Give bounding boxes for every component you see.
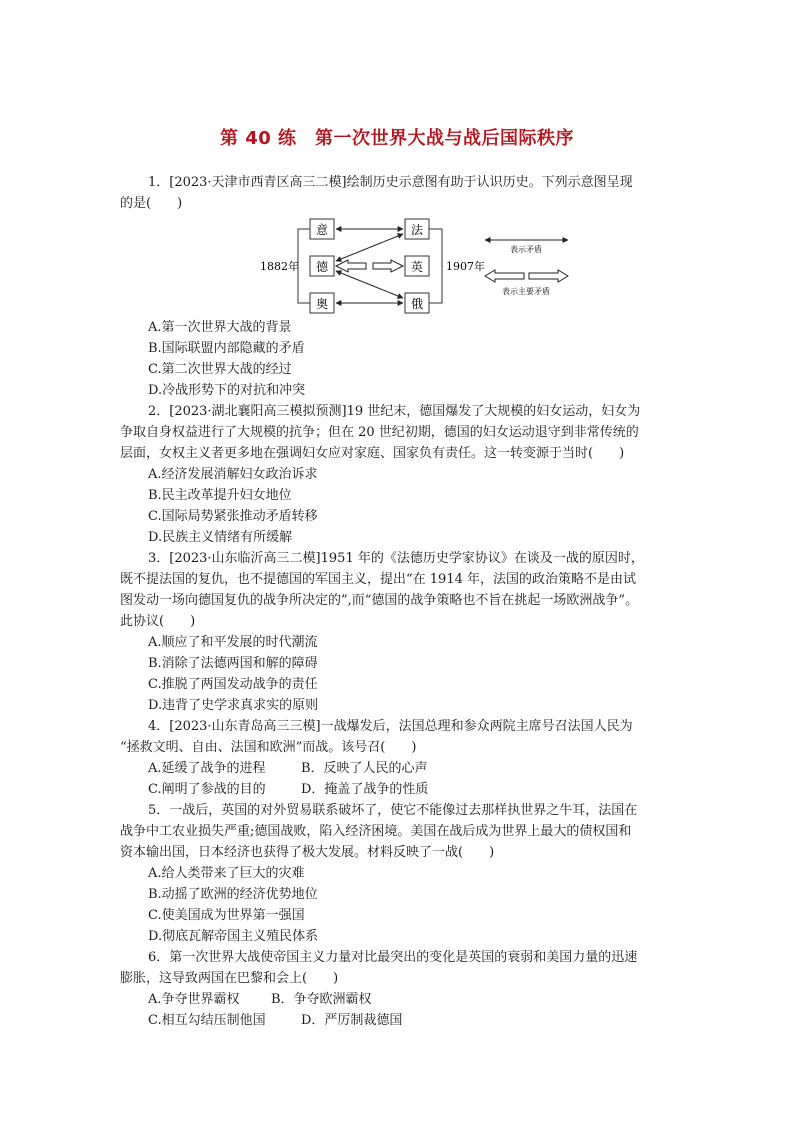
arrow-germany-france xyxy=(336,234,403,261)
q5-option-d[interactable]: D.彻底瓦解帝国主义殖民体系 xyxy=(148,929,319,944)
q3-stem-line4: 此协议( ) xyxy=(120,614,196,629)
q4-option-c[interactable]: C.阐明了参战的目的 xyxy=(148,782,266,797)
q4-option-d[interactable]: D．掩盖了战争的性质 xyxy=(301,782,429,797)
node-austria-label: 奥 xyxy=(315,297,329,311)
q5-option-a[interactable]: A.给人类带来了巨大的灾难 xyxy=(148,866,305,881)
node-britain-label: 英 xyxy=(410,260,424,274)
q4-stem-line1: 4．[2023·山东青岛高三三模]一战爆发后，法国总理和参众两院主席号召法国人民为 xyxy=(148,719,633,734)
q2-stem-line3: 层面，女权主义者更多地在强调妇女应对家庭、国家负有责任。这一转变源于当时( ) xyxy=(120,446,625,461)
q5-stem-line1: 5．一战后，英国的对外贸易联系破坏了，使它不能像过去那样执世界之牛耳，法国在 xyxy=(148,803,638,818)
node-germany-label: 德 xyxy=(315,260,329,274)
q3-option-d[interactable]: D.违背了史学求真求实的原则 xyxy=(148,698,319,713)
q1-option-d[interactable]: D.冷战形势下的对抗和冲突 xyxy=(148,383,306,398)
q2-stem-line2: 争取自身权益进行了大规模的抗争；但在 20 世纪初期，德国的妇女运动退守到非常传统的 xyxy=(120,425,639,440)
q1-option-b[interactable]: B.国际联盟内部隐藏的矛盾 xyxy=(148,341,305,356)
q3-option-c[interactable]: C.推脱了两国发动战争的责任 xyxy=(148,677,318,692)
q5-stem-line3: 资本输出国，日本经济也获得了极大发展。材料反映了一战( ) xyxy=(120,845,495,860)
q3-stem-line2: 既不提法国的复仇，也不提德国的军国主义，提出“在 1914 年，法国的政治策略不是由试 xyxy=(120,572,636,587)
arrow-germany-russia xyxy=(336,271,403,298)
q4-stem-line2: “拯救文明、自由、法国和欧洲”而战。该号召( ) xyxy=(120,740,417,755)
q2-option-a[interactable]: A.经济发展消解妇女政治诉求 xyxy=(148,467,318,482)
q5-stem-line2: 战争中工农业损失严重;德国战败，陷入经济困境。美国在战后成为世界上最大的债权国和 xyxy=(120,824,632,839)
node-russia-label: 俄 xyxy=(410,297,424,311)
q6-option-d[interactable]: D．严厉制裁德国 xyxy=(301,1013,403,1028)
q2-option-d[interactable]: D.民族主义情绪有所缓解 xyxy=(148,530,293,545)
page-title: 第 40 练 第一次世界大战与战后国际秩序 xyxy=(219,128,575,149)
q3-option-b[interactable]: B.消除了法德两国和解的障碍 xyxy=(148,656,318,671)
node-italy-label: 意 xyxy=(315,223,329,237)
year-right: 1907年 xyxy=(446,260,485,273)
q5-option-c[interactable]: C.使美国成为世界第一强国 xyxy=(148,908,305,923)
q6-stem-line2: 膨胀，这导致两国在巴黎和会上( ) xyxy=(120,971,339,986)
q1-option-c[interactable]: C.第二次世界大战的经过 xyxy=(148,362,292,377)
year-left: 1882年 xyxy=(260,260,299,273)
q4-option-a[interactable]: A.延缓了战争的进程 xyxy=(148,761,266,776)
legend-main-label: 表示主要矛盾 xyxy=(502,287,550,296)
q2-option-c[interactable]: C.国际局势紧张推动矛盾转移 xyxy=(148,509,318,524)
q6-stem-line1: 6．第一次世界大战使帝国主义力量对比最突出的变化是英国的衰弱和美国力量的迅速 xyxy=(148,950,638,965)
q6-option-c[interactable]: C.相互勾结压制他国 xyxy=(148,1013,266,1028)
q4-option-b[interactable]: B．反映了人民的心声 xyxy=(301,761,428,776)
q6-option-b[interactable]: B．争夺欧洲霸权 xyxy=(271,992,372,1007)
q6-option-a[interactable]: A.争夺世界霸权 xyxy=(148,992,240,1007)
q2-option-b[interactable]: B.民主改革提升妇女地位 xyxy=(148,488,292,503)
q5-option-b[interactable]: B.动摇了欧洲的经济优势地位 xyxy=(148,887,318,902)
q1-stem-line2: 的是( ) xyxy=(120,196,183,211)
q2-stem-line1: 2．[2023·湖北襄阳高三模拟预测]19 世纪末，德国爆发了大规模的妇女运动，妇女为 xyxy=(148,404,641,419)
main-contradiction-arrow xyxy=(336,260,403,272)
q1-stem-line1: 1．[2023·天津市西青区高三二模]绘制历史示意图有助于认识历史。下列示意图呈现 xyxy=(148,175,633,190)
q3-stem-line1: 3．[2023·山东临沂高三二模]1951 年的《法德历史学家协议》在谈及一战的原因时， xyxy=(148,551,644,566)
q3-stem-line3: 图发动一场向德国复仇的战争所决定的”,而“德国的战争策略也不旨在挑起一场欧洲战争”。 xyxy=(120,593,639,608)
q3-option-a[interactable]: A.顺应了和平发展的时代潮流 xyxy=(148,635,318,650)
legend-contradiction-label: 表示矛盾 xyxy=(510,245,542,254)
legend-main-arrow xyxy=(485,270,568,282)
alliance-diagram xyxy=(250,216,580,316)
node-france-label: 法 xyxy=(410,223,424,237)
q1-option-a[interactable]: A.第一次世界大战的背景 xyxy=(148,320,292,335)
